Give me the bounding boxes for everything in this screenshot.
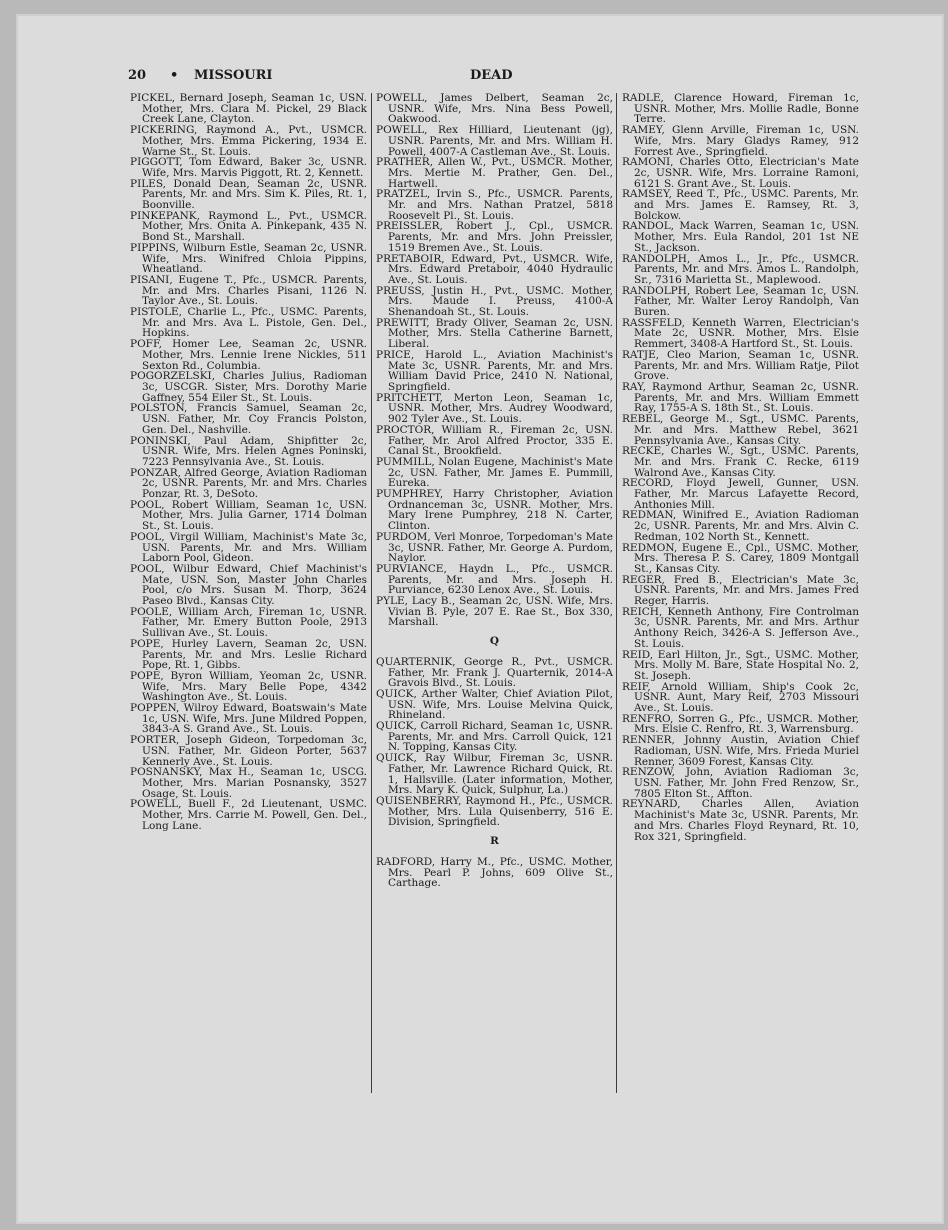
casualty-entry: PRETABOIR, Edward, Pvt., USMCR. Wife, Mrs. Edward Pretaboir, 4040 Hydraulic Ave., St. Louis. (376, 252, 613, 286)
casualty-entry: POWELL, James Delbert, Seaman 2c, USNR. Wife, Mrs. Nina Bess Powell, Oakwood. (376, 92, 613, 126)
column-divider (371, 93, 372, 1093)
column-1 (130, 93, 367, 832)
casualty-entry: PURDOM, Verl Monroe, Torpedoman's Mate 3c, USNR. Father, Mr. George A. Purdom, Naylor. (376, 530, 613, 565)
casualty-entry: PREUSS, Justin H., Pvt., USMC. Mother, Mrs. Maude I. Preuss, 4100-A Shenandoah St., St. Louis. (376, 284, 613, 319)
casualty-entry: QUISENBERRY, Raymond H., Pfc., USMCR. Mother, Mrs. Lula Quisenberry, 516 E. Division, Springfield. (376, 795, 613, 829)
casualty-entry: POPE, Byron William, Yeoman 2c, USNR. Wife, Mrs. Mary Belle Pope, 4342 Washington Ave., St. Louis. (130, 669, 367, 704)
casualty-entry: POFF, Homer Lee, Seaman 2c, USNR. Mother, Mrs. Lennie Irene Nickles, 511 Sexton Rd., Columbia. (130, 338, 367, 372)
casualty-entry: QUARTERNIK, George R., Pvt., USMCR. Father, Mr. Frank J. Quarternik, 2014-A Gravois Blvd., St. Louis. (376, 655, 613, 690)
casualty-entry: PUMPHREY, Harry Christopher, Aviation Ordnanceman 3c, USNR. Mother, Mrs. Mary Irene Pumphrey, 218 N. Carter, Clinton. (376, 488, 613, 533)
casualty-entry: PURVIANCE, Haydn L., Pfc., USMCR. Parents, Mr. and Mrs. Joseph H. Purviance, 6230 Lenox Ave., St. Louis. (376, 562, 613, 597)
casualty-entry: PINKEPANK, Raymond L., Pvt., USMCR. Mother, Mrs. Onita A. Pinkepank, 435 N. Bond St., Marshall. (130, 209, 367, 244)
casualty-entry: PISTOLE, Charlie L., Pfc., USMC. Parents, Mr. and Mrs. Ava L. Pistole, Gen. Del., Hopkins. (130, 306, 367, 340)
casualty-entry: PICKERING, Raymond A., Pvt., USMCR. Mother, Mrs. Emma Pickering, 1934 E. Warne St., St. Louis. (130, 124, 367, 158)
casualty-entry: REDMAN, Winifred E., Aviation Radioman 2c, USNR. Parents, Mr. and Mrs. Alvin C. Redman, 102 North St., Kennett. (622, 509, 859, 543)
casualty-entry: RATJE, Cleo Marion, Seaman 1c, USNR. Parents, Mr. and Mrs. William Ratje, Pilot Grove. (622, 348, 859, 383)
casualty-entry: QUICK, Ray Wilbur, Fireman 3c, USNR. Father, Mr. Lawrence Richard Quick, Rt. 1, Hallsville. (Later information, Mother, Mrs. Mary K. Quick, Sulphur, La.) (376, 752, 613, 797)
casualty-entry: PICKEL, Bernard Joseph, Seaman 1c, USN. Mother, Mrs. Clara M. Pickel, 29 Black Creek Lane, Clayton. (130, 92, 367, 126)
casualty-entry: PIGGOTT, Tom Edward, Baker 3c, USNR. Wife, Mrs. Marvis Piggott, Rt. 2, Kennett. (130, 156, 367, 179)
casualty-entry: REDMON, Eugene E., Cpl., USMC. Mother, Mrs. Theresa P. S. Carey, 1809 Montgall St., Kansas City. (622, 541, 859, 575)
casualty-entry: POOL, Robert William, Seaman 1c, USN. Mother, Mrs. Julia Garner, 1714 Dolman St., St. Louis. (130, 498, 367, 533)
header-bullet: • (170, 68, 179, 83)
casualty-entry: PREISSLER, Robert J., Cpl., USMCR. Parents, Mr. and Mrs. John Preissler, 1519 Bremen Ave., St. Louis. (376, 220, 613, 254)
casualty-entry: POWELL, Rex Hilliard, Lieutenant (jg), USNR. Parents, Mr. and Mrs. William H. Powell, 4007-A Castleman Ave., St. Louis. (376, 124, 613, 158)
casualty-entry: RANDOLPH, Amos L., Jr., Pfc., USMCR. Parents, Mr. and Mrs. Amos L. Randolph, Sr., 7316 Marietta St., Maplewood. (622, 252, 859, 286)
casualty-entry: RENNER, Johnny Austin, Aviation Chief Radioman, USN. Wife, Mrs. Frieda Muriel Renner, 3609 Forest, Kansas City. (622, 734, 859, 768)
casualty-entry: RAMSEY, Reed T., Pfc., USMC. Parents, Mr. and Mrs. James E. Ramsey, Rt. 3, Bolckow. (622, 188, 859, 222)
casualty-entry: POOLE, William Arch, Fireman 1c, USNR. Father, Mr. Emery Button Poole, 2913 Sullivan Ave., St. Louis. (130, 605, 367, 640)
casualty-entry: QUICK, Arther Walter, Chief Aviation Pilot, USN. Wife, Mrs. Louise Melvina Quick, Rhineland. (376, 687, 613, 722)
casualty-entry: PUMMILL, Nolan Eugene, Machinist's Mate 2c, USN. Father, Mr. James E. Pummill, Eureka. (376, 455, 613, 490)
page-header (128, 68, 858, 86)
casualty-entry: RENZOW, John, Aviation Radioman 3c, USN. Father, Mr. John Fred Renzow, Sr., 7805 Elton St., Affton. (622, 766, 859, 800)
casualty-entry: RANDOLPH, Robert Lee, Seaman 1c, USN. Father, Mr. Walter Leroy Randolph, Van Buren. (622, 284, 859, 319)
casualty-entry: QUICK, Carroll Richard, Seaman 1c, USNR. Parents, Mr. and Mrs. Carroll Quick, 121 N. Topping, Kansas City. (376, 720, 613, 754)
casualty-entry: POOL, Wilbur Edward, Chief Machinist's Mate, USN. Son, Master John Charles Pool, c/o Mrs. Susan M. Thorp, 3624 Paseo Blvd., Kansas City. (130, 562, 367, 608)
casualty-entry: RAY, Raymond Arthur, Seaman 2c, USNR. Parents, Mr. and Mrs. William Emmett Ray, 1755-A S. 18th St., St. Louis. (622, 380, 859, 415)
casualty-entry: REID, Earl Hilton, Jr., Sgt., USMC. Mother, Mrs. Molly M. Bare, State Hospital No. 2, St. Joseph. (622, 648, 859, 682)
casualty-entry: PORTER, Joseph Gideon, Torpedoman 3c, USN. Father, Mr. Gideon Porter, 5637 Kennerly Ave., St. Louis. (130, 734, 367, 768)
casualty-entry: REICH, Kenneth Anthony, Fire Controlman 3c, USNR. Parents, Mr. and Mrs. Arthur Anthony Reich, 3426-A S. Jefferson Ave., St. Louis. (622, 605, 859, 650)
casualty-entry: RANDOL, Mack Warren, Seaman 1c, USN. Mother, Mrs. Eula Randol, 201 1st NE St., Jackson. (622, 220, 859, 254)
casualty-entry: PRICE, Harold L., Aviation Machinist's Mate 3c, USNR. Parents, Mr. and Mrs. William David Price, 2410 N. National, Springfield. (376, 348, 613, 393)
casualty-entry: PYLE, Lacy B., Seaman 2c, USN. Wife, Mrs. Vivian B. Pyle, 207 E. Rae St., Box 330, Marshall. (376, 595, 613, 629)
casualty-entry: RADLE, Clarence Howard, Fireman 1c, USNR. Mother, Mrs. Mollie Radle, Bonne Terre. (622, 92, 859, 126)
casualty-entry: PONINSKI, Paul Adam, Shipfitter 2c, USNR. Wife, Mrs. Helen Agnes Poninski, 7223 Pennsylvania Ave., St. Louis. (130, 434, 367, 468)
casualty-entry: POPPEN, Wilroy Edward, Boatswain's Mate 1c, USN. Wife, Mrs. June Mildred Poppen, 3843-A S. Grand Ave., St. Louis. (130, 702, 367, 736)
casualty-entry: PRATHER, Allen W., Pvt., USMCR. Mother, Mrs. Mertie M. Prather, Gen. Del., Hartwell. (376, 156, 613, 190)
casualty-entry: PRATZEL, Irvin S., Pfc., USMCR. Parents, Mr. and Mrs. Nathan Pratzel, 5818 Roosevelt Pl., St. Louis. (376, 188, 613, 222)
column-divider (616, 93, 617, 1093)
casualty-entry: PILES, Donald Dean, Seaman 2c, USNR. Parents, Mr. and Mrs. Sim K. Piles, Rt. 1, Boonville. (130, 177, 367, 212)
casualty-entry: PIPPINS, Wilburn Estle, Seaman 2c, USNR. Wife, Mrs. Winifred Chloia Pippins, Wheatland. (130, 241, 367, 276)
column-3 (622, 93, 859, 842)
state-name: MISSOURI (194, 68, 273, 83)
casualty-entry: REGER, Fred B., Electrician's Mate 3c, USNR. Parents, Mr. and Mrs. James Fred Reger, Harris. (622, 573, 859, 608)
casualty-entry: PONZAR, Alfred George, Aviation Radioman 2c, USNR. Parents, Mr. and Mrs. Charles Ponzar, Rt. 3, DeSoto. (130, 466, 367, 501)
casualty-entry: RASSFELD, Kenneth Warren, Electrician's Mate 2c, USNR. Mother, Mrs. Elsie Remmert, 3408-A Hartford St., St. Louis. (622, 316, 859, 351)
casualty-entry: POSNANSKY, Max H., Seaman 1c, USCG. Mother, Mrs. Marian Posnansky, 3527 Osage, St. Louis. (130, 766, 367, 800)
casualty-entry: PREWITT, Brady Oliver, Seaman 2c, USN. Mother, Mrs. Stella Catherine Barnett, Liberal. (376, 316, 613, 351)
casualty-entry: REIF, Arnold William, Ship's Cook 2c, USNR. Aunt, Mary Reif, 2703 Missouri Ave., St. Louis. (622, 680, 859, 715)
casualty-entry: PISANI, Eugene T., Pfc., USMCR. Parents, Mr. and Mrs. Charles Pisani, 1126 N. Taylor Ave., St. Louis. (130, 273, 367, 308)
section-letter: Q (489, 635, 500, 648)
section-letter: R (490, 835, 499, 848)
casualty-entry: POOL, Virgil William, Machinist's Mate 3c, USN. Parents, Mr. and Mrs. William Laborn Pool, Gideon. (130, 530, 367, 565)
casualty-entry: RENFRO, Sorren G., Pfc., USMCR. Mother, Mrs. Elsie C. Renfro, Rt. 3, Warrensburg. (622, 712, 859, 736)
casualty-entry: RECORD, Floyd Jewell, Gunner, USN. Father, Mr. Marcus Lafayette Record, Anthonies Mill. (622, 477, 859, 511)
casualty-entry: REYNARD, Charles Allen, Aviation Machinist's Mate 3c, USNR. Parents, Mr. and Mrs. Charles Floyd Reynard, Rt. 10, Rox 321, Springfield. (622, 798, 859, 843)
casualty-entry: PRITCHETT, Merton Leon, Seaman 1c, USNR. Mother, Mrs. Audrey Woodward, 902 Tyler Ave., St. Louis. (376, 391, 613, 426)
casualty-entry: POPE, Hurley Lavern, Seaman 2c, USN. Parents, Mr. and Mrs. Leslie Richard Pope, Rt. 1, Gibbs. (130, 637, 367, 672)
casualty-entry: POWELL, Buell F., 2d Lieutenant, USMC. Mother, Mrs. Carrie M. Powell, Gen. Del., Long Lane. (130, 798, 367, 832)
casualty-entry: RAMEY, Glenn Arville, Fireman 1c, USN. Wife, Mrs. Mary Gladys Ramey, 912 Forrest Ave., Springfield. (622, 124, 859, 158)
casualty-entry: POGORZELSKI, Charles Julius, Radioman 3c, USCGR. Sister, Mrs. Dorothy Marie Gaffney, 554 Eiler St., St. Louis. (130, 370, 367, 404)
casualty-entry: RAMONI, Charles Otto, Electrician's Mate 2c, USNR. Wife, Mrs. Lorraine Ramoni, 6121 S. Grant Ave., St. Louis. (622, 156, 859, 190)
casualty-entry: RADFORD, Harry M., Pfc., USMC. Mother, Mrs. Pearl P. Johns, 609 Olive St., Carthage. (376, 855, 613, 890)
column-2 (376, 93, 613, 889)
casualty-entry: POLSTON, Francis Samuel, Seaman 2c, USN. Father, Mr. Coy Francis Polston, Gen. Del., Nashville. (130, 402, 367, 436)
section-title: DEAD (470, 68, 513, 83)
casualty-entry: RECKE, Charles W., Sgt., USMC. Parents, Mr. and Mrs. Frank C. Recke, 6119 Walrond Ave., Kansas City. (622, 445, 859, 479)
casualty-entry: REBEL, George M., Sgt., USMC. Parents, Mr. and Mrs. Matthew Rebel, 3621 Pennsylvania Ave., Kansas City. (622, 413, 859, 447)
casualty-entry: PROCTOR, William R., Fireman 2c, USN. Father, Mr. Arol Alfred Proctor, 335 E. Canal St., Brookfield. (376, 423, 613, 458)
page-number: 20 (128, 68, 147, 83)
